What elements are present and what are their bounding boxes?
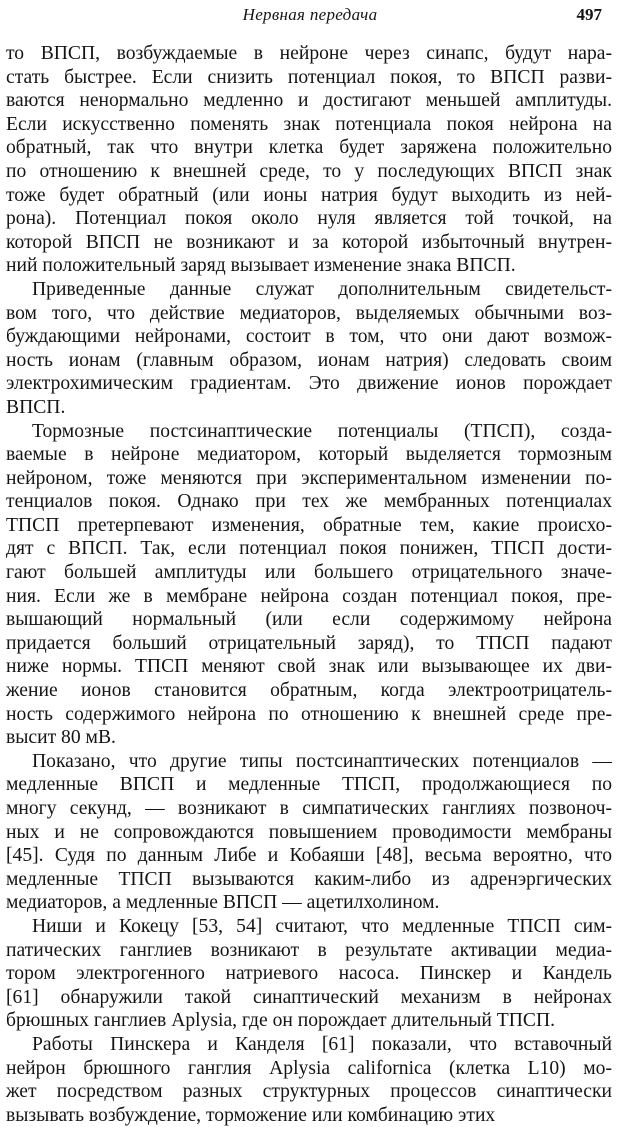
text-line: вом того, что действие медиаторов, выделяемых обычными воз- — [6, 302, 612, 324]
text-line: стать быстрее. Если снизить потенциал покоя, то ВПСП разви- — [6, 66, 612, 88]
running-title: Нервная передача — [242, 5, 378, 24]
paragraph — [6, 915, 612, 1033]
paragraph — [6, 420, 612, 750]
text-line: вызывать возбуждение, торможение или комбинацию этих — [6, 1104, 496, 1126]
paragraph — [6, 42, 612, 278]
page-number: 497 — [576, 5, 602, 24]
paragraph — [6, 1033, 612, 1127]
text-line: нейроном, тоже меняются при экспериментальном изменении по- — [6, 467, 612, 489]
text-line: многу секунд, — возникают в симпатических ганглиях позвоноч- — [6, 798, 612, 819]
text-line: Если искусственно поменять знак потенциала покоя нейрона на — [6, 113, 612, 135]
text-line: медленные ТПСП вызываются каким-либо из адренэргических — [6, 868, 612, 890]
text-line: тенциалов покоя. Однако при тех же мембранных потенциалах — [6, 491, 612, 513]
text-line: по отношению к внешней среде, то у последующих ВПСП знак — [6, 160, 612, 182]
text-line: рона). Потенциал покоя около нуля является той точкой, на — [6, 208, 612, 230]
paragraph — [6, 278, 612, 420]
text-line: ВПСП. — [6, 396, 66, 418]
text-line: Тормозные постсинаптические потенциалы (ТПСП), созда- — [32, 420, 612, 442]
text-body — [6, 42, 612, 1127]
text-line: тором электрогенного натриевого насоса. Пинскер и Кандель — [6, 963, 612, 985]
text-line: тоже будет обратный (или ионы натрия будут выходить из ней- — [6, 184, 612, 206]
text-line: ность ионам (главным образом, ионам натрия) следовать своим — [6, 349, 612, 371]
text-line: медленные ВПСП и медленные ТПСП, продолжающиеся по — [6, 774, 612, 796]
text-line: Приведенные данные служат дополнительным свидетельст- — [32, 278, 612, 300]
text-line: ниже нормы. ТПСП меняют свой знак или вызывающее их дви- — [6, 656, 612, 678]
text-line: ния. Если же в мембране нейрона создан потенциал покоя, пре- — [6, 585, 612, 607]
text-line: [45]. Судя по данным Либе и Кобаяши [48], весьма вероятно, что — [6, 845, 612, 867]
text-line: Показано, что другие типы постсинаптических потенциалов — — [32, 750, 612, 772]
text-line: брюшных ганглиев Aplysia, где он порождает длительный ТПСП. — [6, 1010, 555, 1032]
text-line: электрохимическим градиентам. Это движение ионов порождает — [6, 373, 612, 395]
text-line: ваемые в нейроне медиатором, который выделяется тормозным — [6, 444, 612, 466]
paragraph — [6, 750, 612, 915]
text-line: то ВПСП, возбуждаемые в нейроне через синапс, будут нара- — [6, 43, 612, 64]
text-line: [61] обнаружили такой синаптический механизм в нейронах — [6, 986, 612, 1008]
text-line: медиаторов, а медленные ВПСП — ацетилхолином. — [6, 892, 440, 914]
text-line: вышающий нормальный (или если содержимому нейрона — [6, 609, 612, 631]
text-line: жение ионов становится обратным, когда электроотрицатель- — [6, 680, 612, 702]
text-line: буждающими нейронами, состоит в том, что они дают возмож- — [6, 326, 612, 348]
text-line: ний положительный заряд вызывает изменение знака ВПСП. — [6, 255, 516, 277]
text-line: ных и не сопровождаются повышением проводимости мембраны — [6, 821, 612, 843]
text-line: обратный, так что внутри клетка будет заряжена положительно — [6, 137, 612, 159]
text-line: гают большей амплитуды или большего отрицательного значе- — [6, 562, 612, 584]
text-line: патических ганглиев возникают в результате активации медиа- — [6, 939, 612, 961]
text-line: ТПСП претерпевают изменения, обратные тем, какие происхо- — [6, 514, 612, 536]
text-line: ность содержимого нейрона по отношению к внешней среде пре- — [6, 703, 612, 725]
text-line: придается больший отрицательный заряд), то ТПСП падают — [6, 632, 612, 654]
running-header — [0, 4, 620, 30]
text-line: нейрон брюшного ганглия Aplysia californica (клетка L10) мо- — [6, 1057, 612, 1079]
text-line: высит 80 мВ. — [6, 727, 116, 749]
text-line: дят с ВПСП. Так, если потенциал покоя понижен, ТПСП дости- — [6, 538, 612, 560]
text-line: жет посредством разных структурных процессов синаптически — [6, 1081, 612, 1103]
text-line: ваются ненормально медленно и достигают меньшей амплитуды. — [6, 90, 612, 112]
text-line: которой ВПСП не возникают и за которой избыточный внутрен- — [6, 231, 612, 253]
text-line: Работы Пинскера и Канделя [61] показали, что вставочный — [32, 1033, 612, 1055]
text-line: Ниши и Кокецу [53, 54] считают, что медленные ТПСП сим- — [32, 915, 612, 937]
